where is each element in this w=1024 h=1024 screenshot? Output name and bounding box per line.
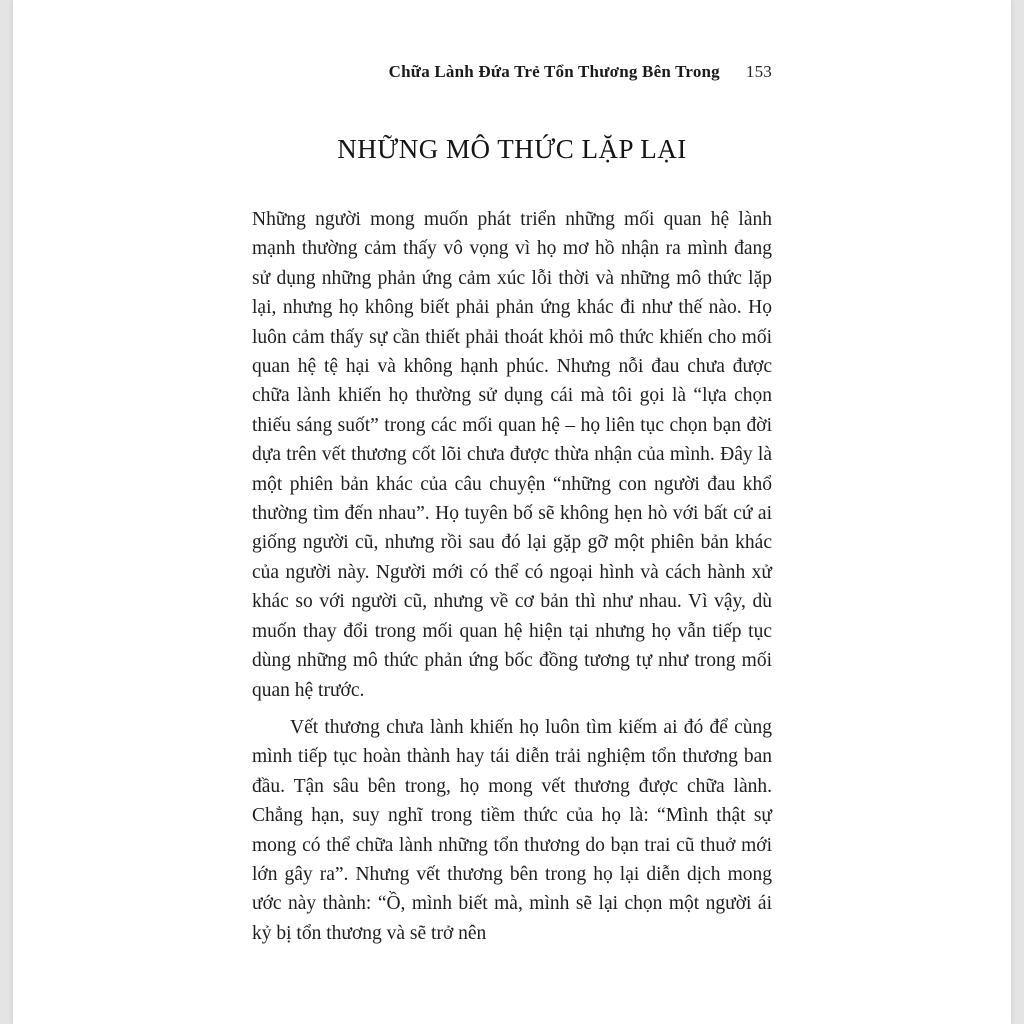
content-column	[252, 0, 772, 948]
book-page	[13, 0, 1011, 1024]
body-text	[252, 205, 772, 948]
chapter-title: NHỮNG MÔ THỨC LẶP LẠI	[337, 134, 687, 164]
page-number: 153	[745, 62, 772, 81]
paragraph: Vết thương chưa lành khiến họ luôn tìm kiếm ai đó để cùng mình tiếp tục hoàn thành hay tái diễn trải nghiệm tổn thương ban đầu. Tận sâu bên trong, họ mong vết thương được chữa lành. Chẳng hạn, suy nghĩ trong tiềm thức của họ là: “Mình thật sự mong có thể chữa lành những tổn thương do bạn trai cũ thuở mới lớn gây ra”. Nhưng vết thương bên trong họ lại diễn dịch mong ước này thành: “Ồ, mình biết mà, mình sẽ lại chọn một người ái kỷ bị tổn thương và sẽ trở nên	[252, 716, 772, 944]
running-head	[252, 62, 772, 82]
paragraph: Những người mong muốn phát triển những mối quan hệ lành mạnh thường cảm thấy vô vọng vì họ mơ hồ nhận ra mình đang sử dụng những phản ứng cảm xúc lỗi thời và những mô thức lặp lại, nhưng họ không biết phải phản ứng khác đi như thế nào. Họ luôn cảm thấy sự cần thiết phải thoát khỏi mô thức khiến cho mối quan hệ tệ hại và không hạnh phúc. Nhưng nỗi đau chưa được chữa lành khiến họ thường sử dụng cái mà tôi gọi là “lựa chọn thiếu sáng suốt” trong các mối quan hệ – họ liên tục chọn bạn đời dựa trên vết thương cốt lõi chưa được thừa nhận của mình. Đây là một phiên bản khác của câu chuyện “những con người đau khổ thường tìm đến nhau”. Họ tuyên bố sẽ không hẹn hò với bất cứ ai giống người cũ, nhưng rồi sau đó lại gặp gỡ một phiên bản khác của người này. Người mới có thể có ngoại hình và cách hành xử khác so với người cũ, nhưng về cơ bản thì như nhau. Vì vậy, dù muốn thay đổi trong mối quan hệ hiện tại nhưng họ vẫn tiếp tục dùng những mô thức phản ứng bốc đồng tương tự như trong mối quan hệ trước.	[252, 209, 772, 701]
running-head-title: Chữa Lành Đứa Trẻ Tổn Thương Bên Trong	[388, 62, 720, 81]
